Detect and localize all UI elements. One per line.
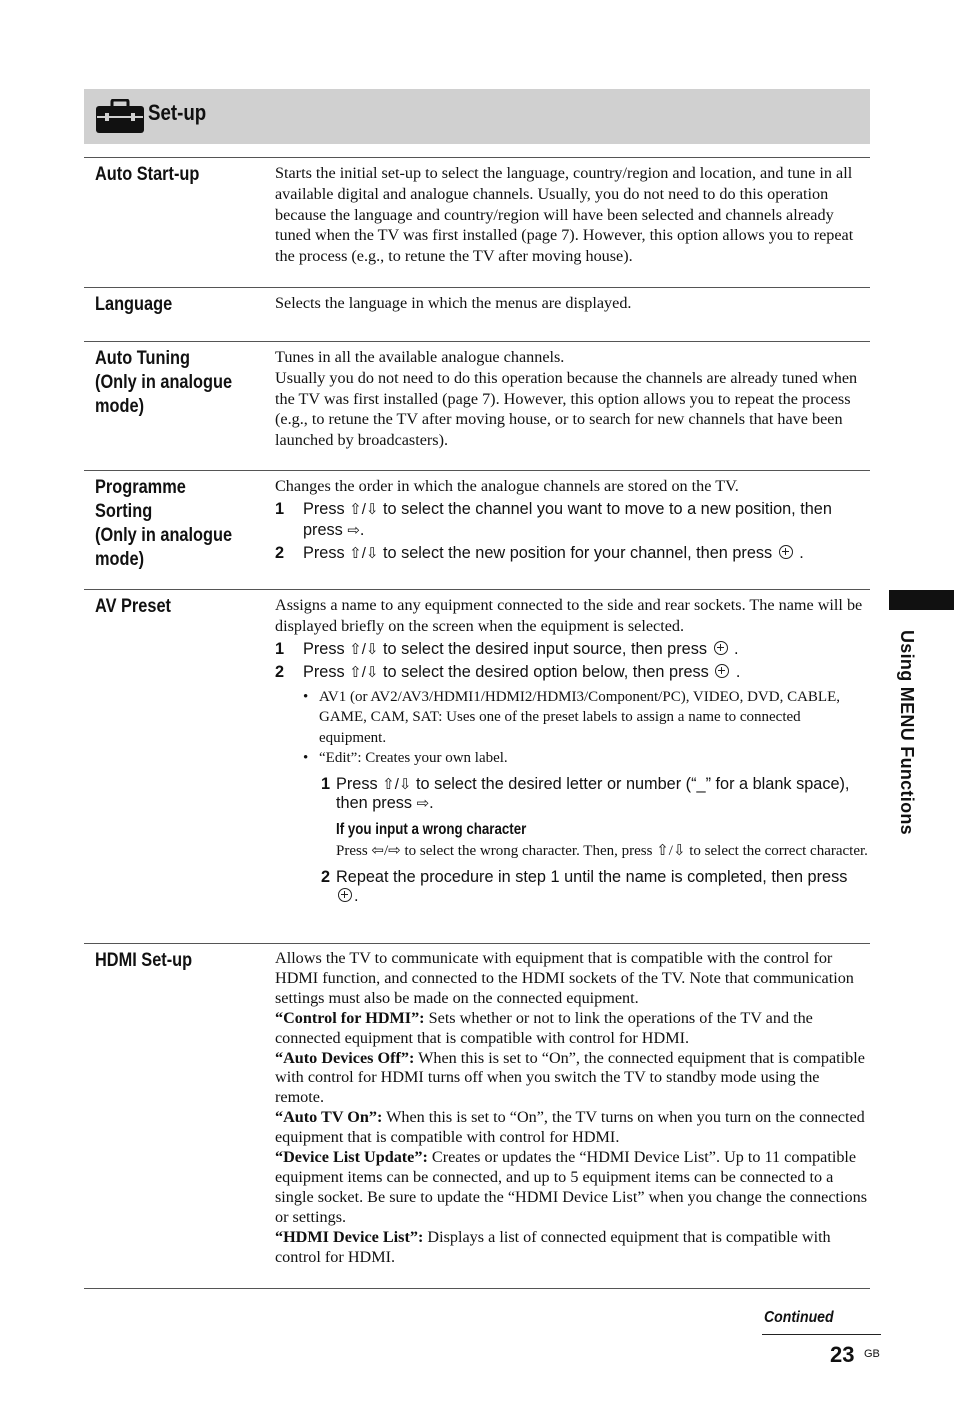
step-number: 2 [275,543,285,562]
term-line: mode) [95,549,145,570]
desc-paragraph: “Auto TV On”: When this is set to “On”, the TV turns on when you turn on the connected equipment that is compatible with control for HDMI. [275,1108,865,1147]
up-down-arrow-icon: ⇧/⇩ [656,843,686,860]
setting-term: Auto Start-up [95,164,200,185]
setting-term: AV Preset [95,596,171,617]
step-2 [275,662,869,683]
desc-paragraph: Assigns a name to any equipment connected to the side and rear sockets. The name will be displayed briefly on the screen when the equipment is selected. [275,596,863,635]
up-down-arrow-icon: ⇧/⇩ [382,775,412,793]
setting-row-av-preset [84,589,870,944]
section-title: Set-up [148,100,207,125]
up-down-arrow-icon: ⇧/⇩ [349,640,379,658]
setting-description: Starts the initial set-up to select the language, country/region and location, and tune in all available digital and analogue channels. Usually, you do not need to do this operation because the language and country/region will have been selected and channels already tuned when the TV was first installed (page 7). However, this option allows you to repeat the process (e.g., to retune the TV after moving house). [275,164,854,266]
desc-paragraph: Usually you do not need to do this operation because the channels are already tuned when the TV was first installed (page 7). However, this option allows you to repeat the process (e.g., to retune the TV after moving house, or to search for new channels that have been launched by broadcasters). [275,368,858,450]
section-header [84,89,870,144]
setting-description [275,595,869,907]
enter-button-icon [779,545,793,559]
step-text: Press ⇧/⇩ to select the desired option below, then press . [303,662,741,681]
right-arrow-icon: ⇨ [416,795,430,813]
step-number: 2 [321,867,331,886]
bottom-divider [84,1288,870,1289]
substep-1 [321,775,869,814]
desc-paragraph: “Auto Devices Off”: When this is set to “On”, the connected equipment that is compatible with control for HDMI turns off when you switch the TV to standby mode using the remote. [275,1048,865,1107]
setting-row-programme-sorting [84,470,870,590]
section-side-label: Using MENU Functions [897,630,917,835]
step-1 [275,639,869,660]
footer-divider [762,1334,881,1335]
step-number: 1 [275,639,285,658]
term-line: (Only in analogue [95,372,233,393]
step-number: 1 [321,774,331,793]
step-text: Press ⇧/⇩ to select the channel you want to move to a new position, then press ⇨. [303,499,832,539]
term-line: Programme Sorting [95,477,186,522]
setting-description: Selects the language in which the menus are displayed. [275,294,632,312]
setting-term [95,476,241,572]
setting-row-hdmi-setup [84,943,870,1289]
continued-label: Continued [764,1309,834,1326]
enter-button-icon [715,664,729,678]
step-2 [275,543,869,564]
substep-2 [321,868,869,907]
page-number: 23 [830,1342,855,1367]
desc-paragraph: “Device List Update”: Creates or updates the “HDMI Device List”. Up to 11 compatible equipment items can be connected, and up to 5 equipment items can be connected to a single socket. Be sure to update the “HDMI Device List” when you change the connections or settings. [275,1148,868,1226]
setting-description [275,347,869,451]
right-arrow-icon: ⇨ [347,521,360,539]
enter-button-icon [714,641,728,655]
desc-paragraph: Allows the TV to communicate with equipment that is compatible with the control for HDMI function, and connected to the HDMI sockets of the TV. Note that communication settings must also be made on the connected equipment. [275,949,854,1007]
enter-button-icon [338,888,352,902]
setting-description [275,476,869,564]
page-region-code: GB [864,1348,880,1360]
step-text: Press ⇧/⇩ to select the desired letter or number (“_” for a blank space), then press ⇨. [336,774,850,813]
list-item: • “Edit”: Creates your own label. [303,750,508,767]
term-line: Auto Tuning [95,348,190,369]
up-down-arrow-icon: ⇧/⇩ [349,544,379,562]
setting-description [275,949,869,1268]
list-item: • AV1 (or AV2/AV3/HDMI1/HDMI2/HDMI3/Component/PC), VIDEO, DVD, CABLE, GAME, CAM, SAT: Uses one of the preset labels to assign a name to connected equipment. [303,688,840,746]
setting-row-auto-startup [84,157,870,288]
setting-term: Language [95,294,173,315]
setting-row-auto-tuning [84,341,870,471]
up-down-arrow-icon: ⇧/⇩ [349,663,379,681]
up-down-arrow-icon: ⇧/⇩ [349,500,379,518]
step-1 [275,499,869,541]
desc-paragraph: “HDMI Device List”: Displays a list of connected equipment that is compatible with control for HDMI. [275,1227,831,1266]
step-text: Repeat the procedure in step 1 until the name is completed, then press . [336,867,848,906]
toolbox-icon [96,99,144,133]
step-text: Press ⇧/⇩ to select the new position for your channel, then press . [303,543,804,562]
desc-paragraph: “Control for HDMI”: Sets whether or not to link the operations of the TV and the connected equipment that is compatible with control for HDMI. [275,1008,813,1047]
step-number: 2 [275,662,285,681]
note-text: Press ⇦/⇨ to select the wrong character. Then, press ⇧/⇩ to select the correct character. [336,843,868,860]
desc-paragraph: Tunes in all the available analogue channels. [275,348,565,366]
option-list [303,687,869,769]
left-right-arrow-icon: ⇦/⇨ [371,843,401,860]
note-heading: If you input a wrong character [336,820,527,838]
setting-term: HDMI Set-up [95,950,193,971]
term-line: (Only in analogue [95,525,233,546]
desc-paragraph: Changes the order in which the analogue channels are stored on the TV. [275,477,739,495]
setting-term [95,347,241,419]
section-tab-marker [889,590,954,610]
term-line: mode) [95,396,145,417]
step-text: Press ⇧/⇩ to select the desired input source, then press . [303,639,739,658]
setting-row-language [84,287,870,342]
step-number: 1 [275,499,285,518]
